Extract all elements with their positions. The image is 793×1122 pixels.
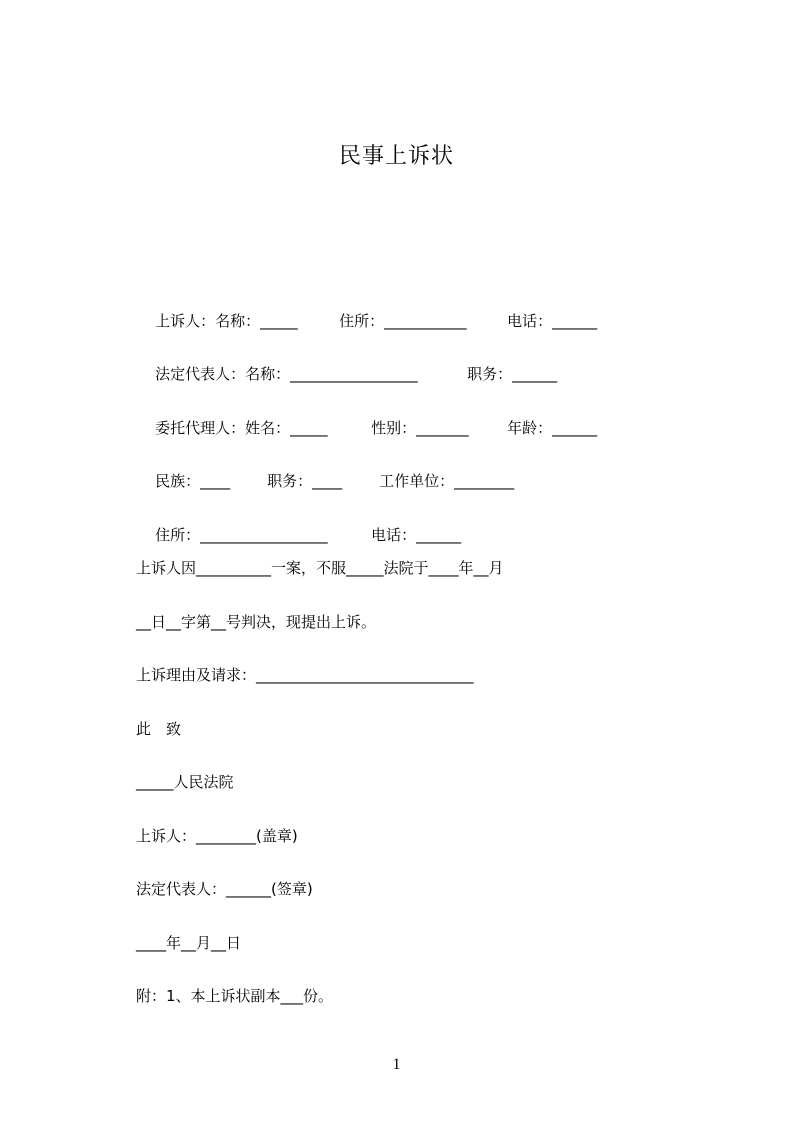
legal-rep-name-field: 法定代表人：名称：_________________ [155,365,418,383]
legal-rep-signature: 法定代表人：______(签章) [136,880,313,898]
agent-contact-row [136,505,461,565]
agent-address-field: 住所：_________________ [155,526,328,544]
appellant-address-field: 住所：___________ [339,312,467,330]
agent-detail-row [136,451,514,511]
date-line: ____年__月__日 [136,934,242,952]
agent-age-field: 年龄：______ [507,419,598,437]
agent-position-field: 职务：____ [267,472,343,490]
case-line-1: 上诉人因__________一案，不服_____法院于____年__月 [136,559,504,577]
case-line-2: __日__字第__号判决，现提出上诉。 [136,613,377,631]
agent-row [136,398,597,458]
legal-rep-row [136,344,557,404]
agent-ethnicity-field: 民族：____ [155,472,231,490]
document-title: 民事上诉状 [338,144,454,169]
agent-workplace-field: 工作单位：________ [379,472,515,490]
page-number: 1 [392,1056,401,1073]
court-name: _____人民法院 [136,773,234,791]
appellant-row [136,291,597,351]
legal-rep-position-field: 职务：______ [467,365,558,383]
appellant-name-field: 上诉人：名称：_____ [155,312,298,330]
agent-phone-field: 电话：______ [371,526,462,544]
attachment-note: 附：1、本上诉状副本___份。 [136,987,334,1005]
agent-gender-field: 性别：_______ [371,419,469,437]
appeal-reasons: 上诉理由及请求：_____________________________ [136,666,474,684]
salutation: 此 致 [136,720,182,738]
agent-name-field: 委托代理人：姓名：_____ [155,419,328,437]
appellant-phone-field: 电话：______ [507,312,598,330]
appellant-seal: 上诉人：________(盖章) [136,827,298,845]
